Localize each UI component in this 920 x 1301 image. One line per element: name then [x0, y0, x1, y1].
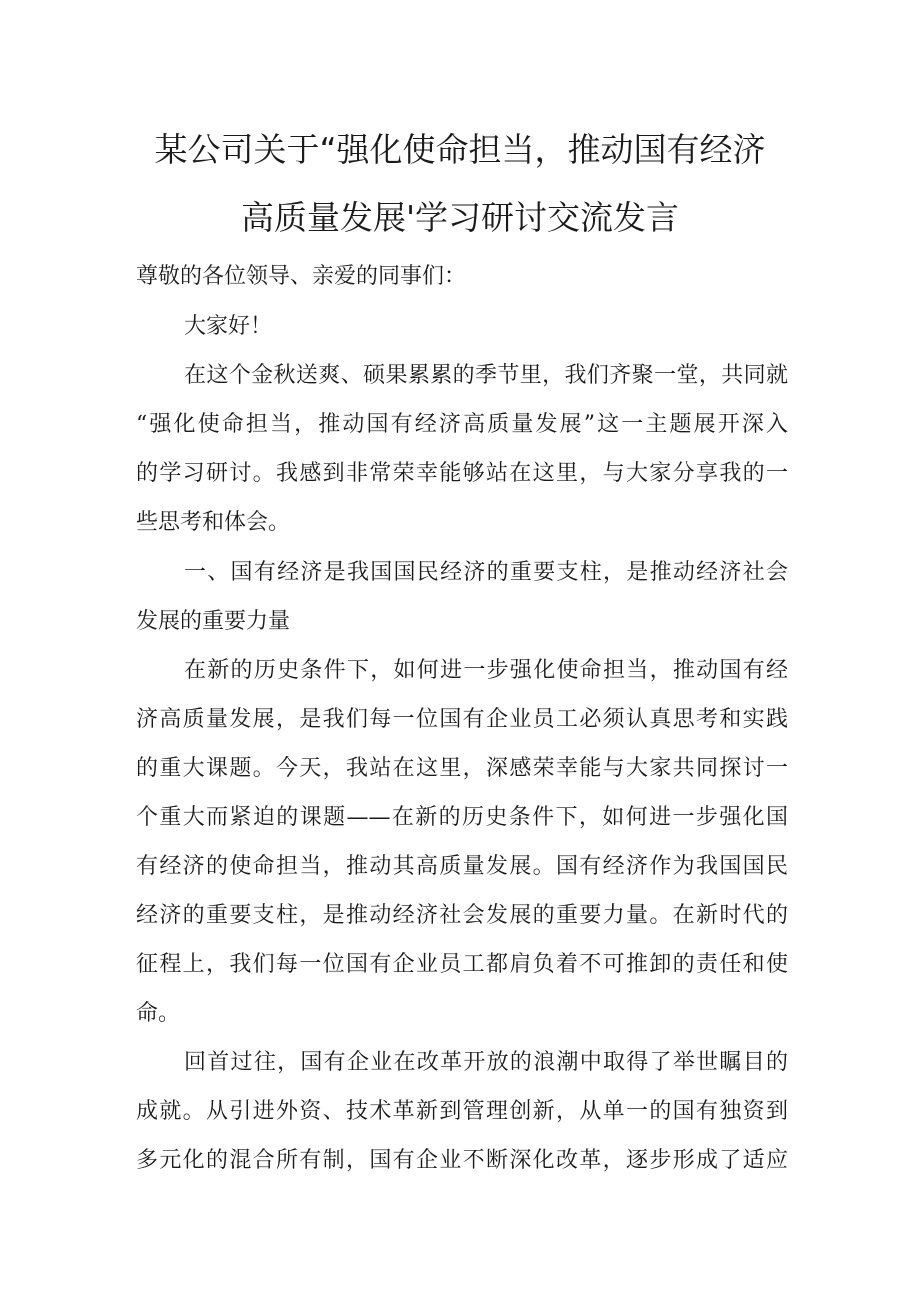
section-heading-line: 一、国有经济是我国国民经济的重要支柱，是推动经济社会: [184, 560, 788, 585]
paragraph-line: 命。: [136, 1001, 181, 1026]
paragraph-line: 个重大而紧迫的课题——在新的历史条件下，如何进一步强化国: [136, 805, 788, 830]
paragraph-line: 济高质量发展，是我们每一位国有企业员工必须认真思考和实践: [136, 707, 788, 732]
paragraph-line: 些思考和体会。: [136, 510, 291, 535]
paragraph-line: 经济的重要支柱，是推动经济社会发展的重要力量。在新时代的: [136, 903, 788, 928]
section-heading-line: 发展的重要力量: [136, 609, 291, 634]
paragraph-line: 回首过往，国有企业在改革开放的浪潮中取得了举世瞩目的: [184, 1050, 788, 1075]
greeting: 大家好！: [184, 314, 273, 339]
paragraph-line: 有经济的使命担当，推动其高质量发展。国有经济作为我国国民: [136, 854, 788, 879]
paragraph-line: 的学习研讨。我感到非常荣幸能够站在这里，与大家分享我的一: [136, 461, 788, 486]
paragraph-line: 多元化的混合所有制，国有企业不断深化改革，逐步形成了适应: [136, 1148, 788, 1173]
document-title-line-2: 高质量发展'学习研讨交流发言: [240, 198, 680, 237]
paragraph-line: 成就。从引进外资、技术革新到管理创新，从单一的国有独资到: [136, 1099, 788, 1124]
document-title-line-1: 某公司关于“强化使命担当，推动国有经济: [154, 130, 766, 169]
paragraph-line: 的重大课题。今天，我站在这里，深感荣幸能与大家共同探讨一: [136, 756, 788, 781]
paragraph-line: “强化使命担当，推动国有经济高质量发展”这一主题展开深入: [136, 412, 788, 437]
paragraph-line: 征程上，我们每一位国有企业员工都肩负着不可推卸的责任和使: [136, 952, 788, 977]
paragraph-line: 在这个金秋送爽、硕果累累的季节里，我们齐聚一堂，共同就: [184, 363, 788, 388]
salutation: 尊敬的各位领导、亲爱的同事们：: [136, 264, 467, 289]
paragraph-line: 在新的历史条件下，如何进一步强化使命担当，推动国有经: [184, 658, 788, 683]
